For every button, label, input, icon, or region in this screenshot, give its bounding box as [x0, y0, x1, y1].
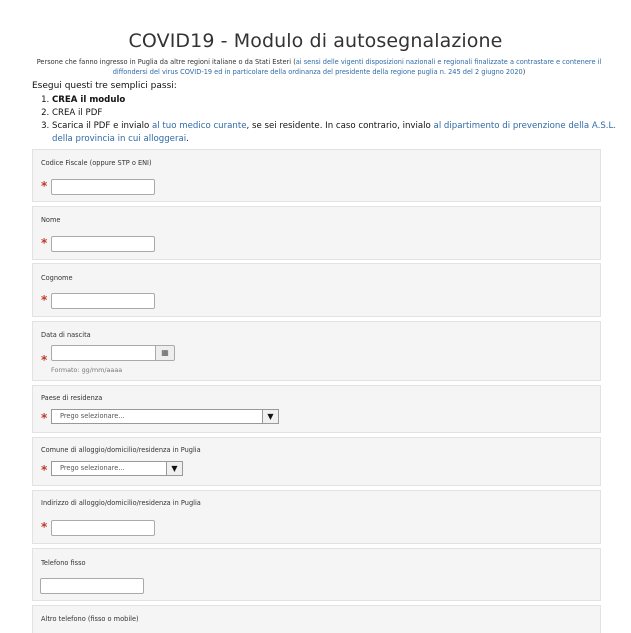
data-nascita-panel — [32, 321, 601, 381]
step-1 — [52, 94, 622, 107]
codice-fiscale-label: Codice Fiscale (oppure STP o ENI) — [41, 159, 152, 167]
intro-text — [36, 57, 602, 77]
comune-alloggio-select[interactable] — [51, 461, 183, 476]
required-marker: * — [41, 179, 48, 193]
required-marker: * — [41, 293, 48, 307]
steps-list — [32, 94, 622, 146]
step-3 — [52, 120, 622, 146]
indirizzo-alloggio-input[interactable] — [51, 520, 155, 536]
telefono-fisso-label: Telefono fisso — [41, 559, 86, 567]
steps-title: Esegui questi tre semplici passi: — [32, 81, 177, 91]
paese-residenza-panel — [32, 385, 601, 433]
cognome-input[interactable] — [51, 293, 155, 309]
caret-down-icon: ▼ — [166, 462, 182, 475]
intro-lead: Persone che fanno ingresso in Puglia da altre regioni italiane o da Stati Esteri ( — [36, 58, 296, 66]
altro-telefono-panel — [32, 605, 601, 633]
cognome-panel — [32, 263, 601, 317]
comune-alloggio-label: Comune di alloggio/domicilio/residenza in Puglia — [41, 446, 201, 454]
step-2-text: CREA il PDF — [52, 108, 103, 118]
date-format-hint: Formato: gg/mm/aaaa — [51, 366, 123, 374]
codice-fiscale-panel — [32, 149, 601, 202]
required-marker: * — [41, 353, 48, 367]
step-3-text-b: , se sei residente. In caso contrario, invialo — [246, 121, 434, 131]
required-marker: * — [41, 411, 48, 425]
required-marker: * — [41, 463, 48, 477]
cognome-label: Cognome — [41, 274, 73, 282]
indirizzo-alloggio-panel — [32, 490, 601, 544]
comune-alloggio-selected: Prego selezionare... — [60, 464, 125, 472]
altro-telefono-label: Altro telefono (fisso o mobile) — [41, 615, 139, 623]
indirizzo-alloggio-label: Indirizzo di alloggio/domicilio/residenza in Puglia — [41, 499, 201, 507]
codice-fiscale-input[interactable] — [51, 179, 155, 195]
data-nascita-input[interactable] — [51, 345, 156, 361]
required-marker: * — [41, 236, 48, 250]
required-marker: * — [41, 520, 48, 534]
nome-input[interactable] — [51, 236, 155, 252]
paese-residenza-selected: Prego selezionare... — [60, 412, 125, 420]
nome-panel — [32, 206, 601, 260]
medico-curante-link[interactable]: al tuo medico curante — [152, 121, 247, 131]
intro-end: ) — [522, 68, 526, 76]
dipartimento-prevenzione-link[interactable]: al dipartimento di prevenzione della A.S.L. della provincia in cui alloggerai — [52, 121, 617, 144]
page-title: COVID19 - Modulo di autosegnalazione — [128, 30, 503, 52]
telefono-fisso-panel — [32, 548, 601, 601]
calendar-button[interactable] — [155, 345, 175, 361]
telefono-fisso-input[interactable] — [40, 578, 144, 594]
step-1-text: CREA il modulo — [52, 95, 126, 105]
ordinance-link[interactable]: ai sensi delle vigenti disposizioni nazionali e regionali finalizzate a contrastare e contenere il diffondersi del virus COVID-19 ed in particolare della ordinanza del presidente della regione puglia n. 245 del 2 giugno 2020 — [112, 58, 602, 76]
step-3-text-c: . — [186, 134, 189, 144]
caret-down-icon: ▼ — [262, 410, 278, 423]
paese-residenza-label: Paese di residenza — [41, 394, 103, 402]
data-nascita-label: Data di nascita — [41, 331, 91, 339]
paese-residenza-select[interactable] — [51, 409, 279, 424]
nome-label: Nome — [41, 216, 61, 224]
calendar-icon: ▦ — [161, 348, 169, 357]
comune-alloggio-panel — [32, 437, 601, 486]
step-3-text-a: Scarica il PDF e invialo — [52, 121, 153, 131]
step-2 — [52, 107, 622, 120]
